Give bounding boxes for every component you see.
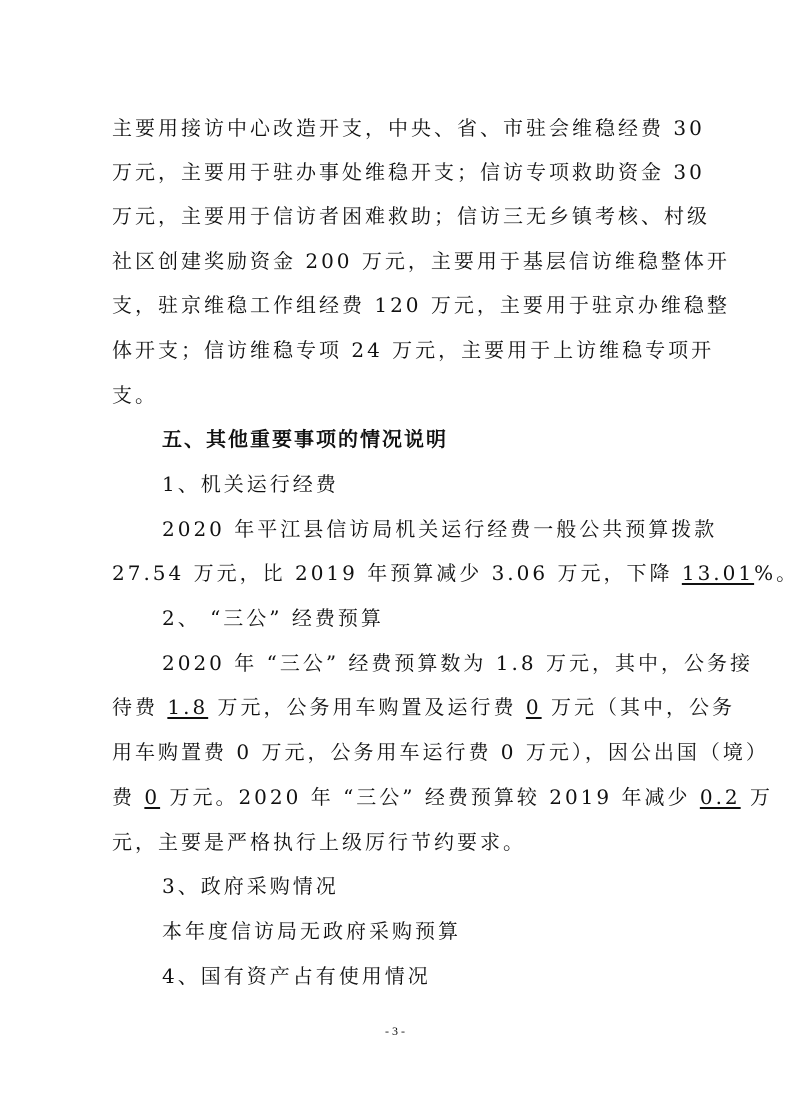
subsection-heading: 1、机关运行经费 <box>162 472 339 496</box>
paragraph-line: 万元，主要用于驻办事处维稳开支；信访专项救助资金 30 <box>112 160 705 184</box>
text-run: 费 <box>112 785 145 809</box>
text-run: 万 <box>740 785 774 809</box>
paragraph-line: 万元，主要用于信访者困难救助；信访三无乡镇考核、村级 <box>112 204 710 228</box>
text-run: 待费 <box>112 695 168 719</box>
underlined-value: 0 <box>144 785 161 809</box>
section-heading: 五、其他重要事项的情况说明 <box>162 427 448 451</box>
paragraph-line: 2020 年平江县信访局机关运行经费一般公共预算拨款 <box>162 517 718 541</box>
paragraph-line <box>112 561 799 585</box>
underlined-value: 0.2 <box>699 785 741 809</box>
paragraph-line: 社区创建奖励资金 200 万元，主要用于基层信访维稳整体开 <box>112 249 730 273</box>
paragraph-line: 2020 年 “三公” 经费预算数为 1.8 万元，其中，公务接 <box>162 651 753 675</box>
subsection-heading: 3、政府采购情况 <box>162 874 339 898</box>
paragraph-line: 支。 <box>112 383 158 407</box>
paragraph-line: 元，主要是严格执行上级厉行节约要求。 <box>112 830 526 854</box>
subsection-heading: 2、 “三公” 经费预算 <box>162 606 384 630</box>
paragraph-line: 用车购置费 0 万元，公务用车运行费 0 万元），因公出国（境） <box>112 740 769 764</box>
text-run: %。 <box>754 561 799 585</box>
paragraph-line: 支，驻京维稳工作组经费 120 万元，主要用于驻京办维稳整 <box>112 293 730 317</box>
text-run: 万元，公务用车购置及运行费 <box>208 695 526 719</box>
underlined-value: 0 <box>525 695 542 719</box>
text-run: 27.54 万元，比 2019 年预算减少 3.06 万元，下降 <box>112 561 682 585</box>
page-number: - 3 - <box>385 1024 405 1038</box>
paragraph-line: 本年度信访局无政府采购预算 <box>162 919 461 943</box>
paragraph-line <box>112 695 735 719</box>
paragraph-line: 体开支；信访维稳专项 24 万元，主要用于上访维稳专项开 <box>112 338 715 362</box>
underlined-value: 13.01 <box>681 561 755 585</box>
paragraph-line: 主要用接访中心改造开支，中央、省、市驻会维稳经费 30 <box>112 116 705 140</box>
text-run: 万元（其中，公务 <box>541 695 735 719</box>
underlined-value: 1.8 <box>167 695 209 719</box>
paragraph-line <box>112 785 774 809</box>
text-run: 万元。2020 年 “三公” 经费预算较 2019 年减少 <box>160 785 700 809</box>
subsection-heading: 4、国有资产占有使用情况 <box>162 964 431 988</box>
